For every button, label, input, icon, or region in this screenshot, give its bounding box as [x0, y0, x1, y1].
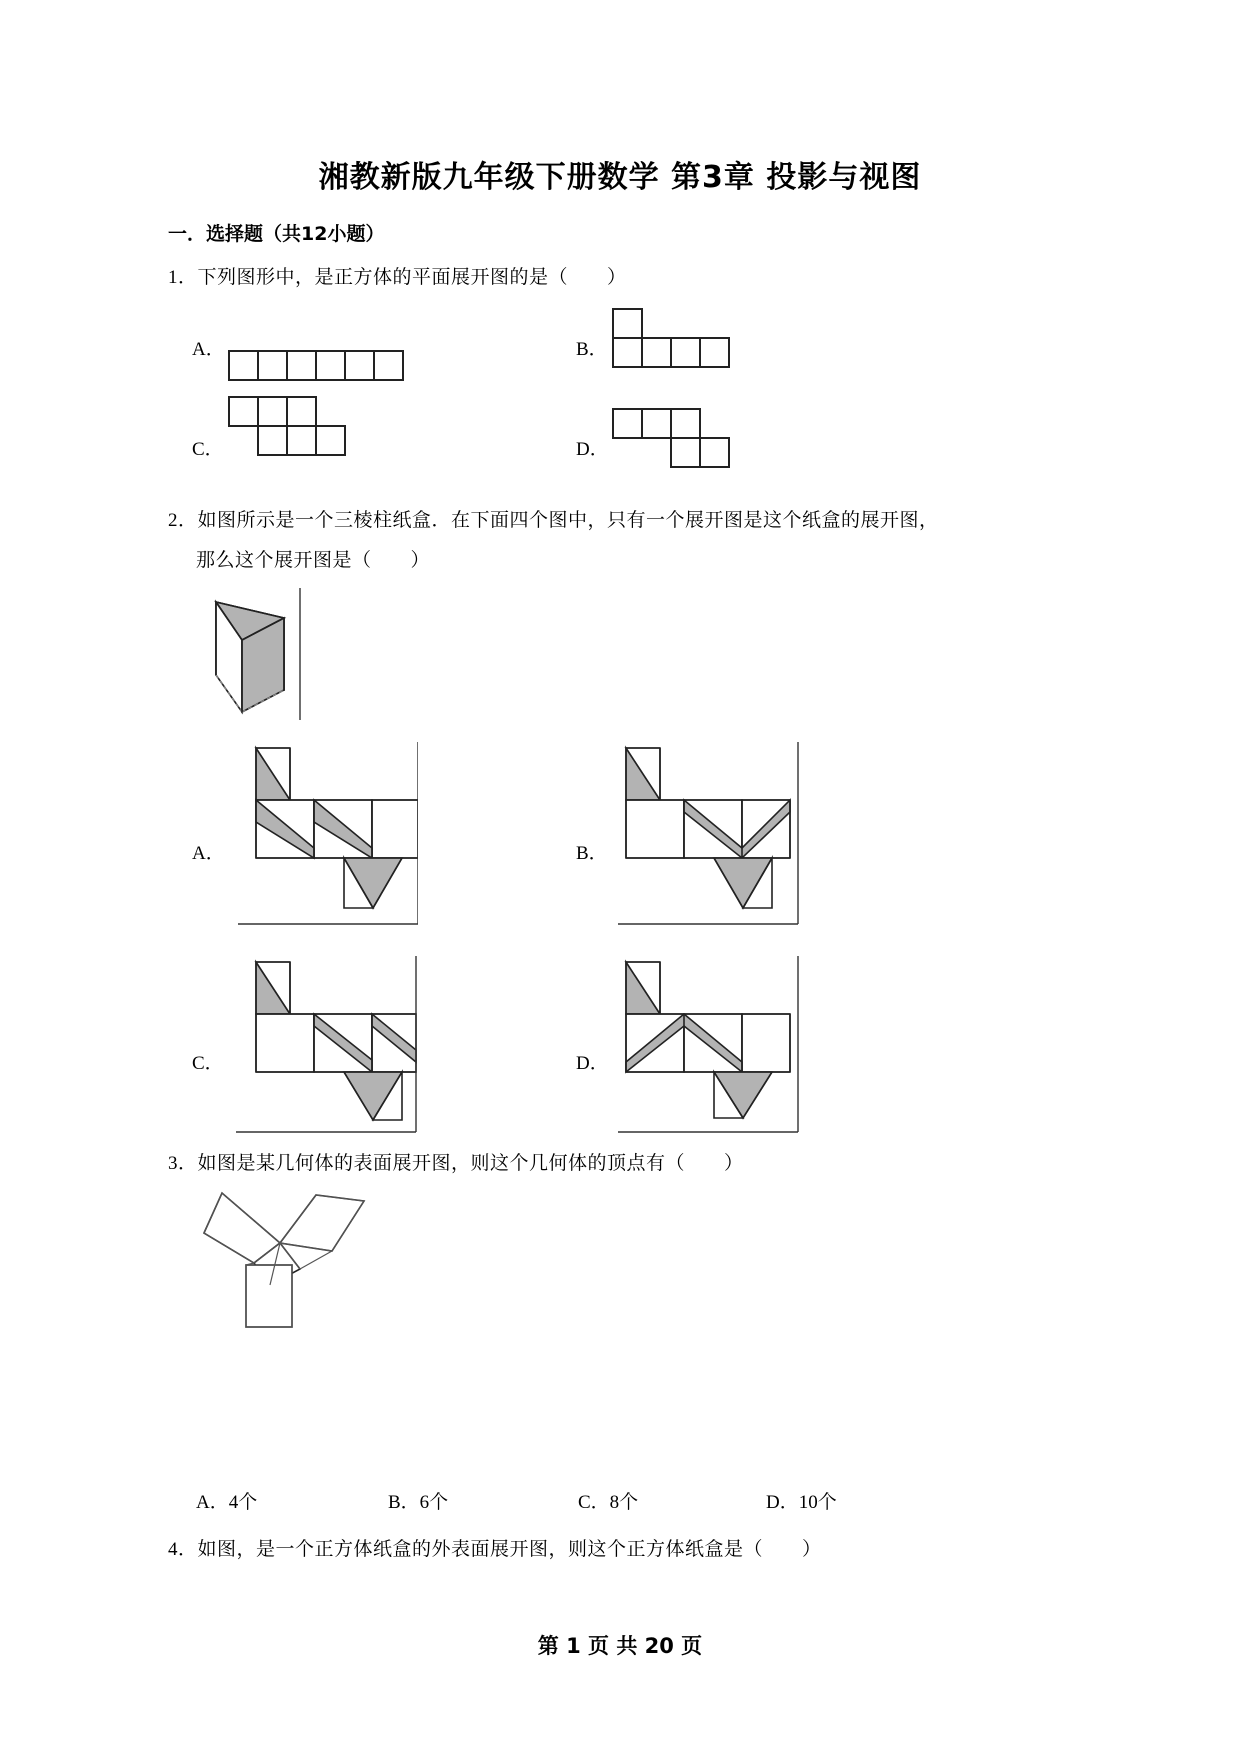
cube-net-strip-1x6	[228, 350, 406, 382]
prism-net-c	[228, 952, 418, 1137]
prism-net-b	[612, 738, 802, 928]
prism-net-a	[228, 738, 418, 928]
prism-net-d	[612, 952, 802, 1137]
question-3-answer-c: C．8个	[578, 1492, 639, 1513]
page-footer: 第 1 页 共 20 页	[537, 1634, 703, 1658]
question-1-option-d-label: D．	[576, 439, 609, 460]
question-2-text-line2: 那么这个展开图是（ ）	[196, 550, 431, 571]
question-4-text: 4．如图，是一个正方体纸盒的外表面展开图，则这个正方体纸盒是（ ）	[168, 1539, 822, 1560]
question-2-option-c-label: C．	[192, 1053, 224, 1074]
section-heading: 一．选择题（共12小题）	[168, 223, 385, 245]
question-2-option-d-label: D．	[576, 1053, 609, 1074]
page-title: 湘教新版九年级下册数学 第3章 投影与视图	[318, 160, 922, 195]
question-1-option-c-label: C．	[192, 439, 224, 460]
cube-net-2x3-offset	[228, 396, 350, 458]
question-2-option-b-label: B．	[576, 843, 608, 864]
question-1-text: 1．下列图形中，是正方体的平面展开图的是（ ）	[168, 267, 627, 288]
question-1-option-b-label: B．	[576, 339, 608, 360]
question-2-text-line1: 2．如图所示是一个三棱柱纸盒．在下面四个图中，只有一个展开图是这个纸盒的展开图，	[168, 510, 939, 531]
question-1-option-a-label: A．	[192, 339, 225, 360]
question-3-text: 3．如图是某几何体的表面展开图，则这个几何体的顶点有（ ）	[168, 1153, 744, 1174]
question-3-answer-b: B．6个	[388, 1492, 449, 1513]
pyramid-net-three-faces	[196, 1185, 396, 1330]
question-3-answer-a: A．4个	[196, 1492, 258, 1513]
triangular-prism-box	[196, 580, 306, 725]
question-2-option-a-label: A．	[192, 843, 225, 864]
cube-net-one-top-row4	[612, 308, 734, 370]
cube-net-row3-with-tail	[612, 408, 734, 470]
question-3-answer-d: D．10个	[766, 1492, 837, 1513]
